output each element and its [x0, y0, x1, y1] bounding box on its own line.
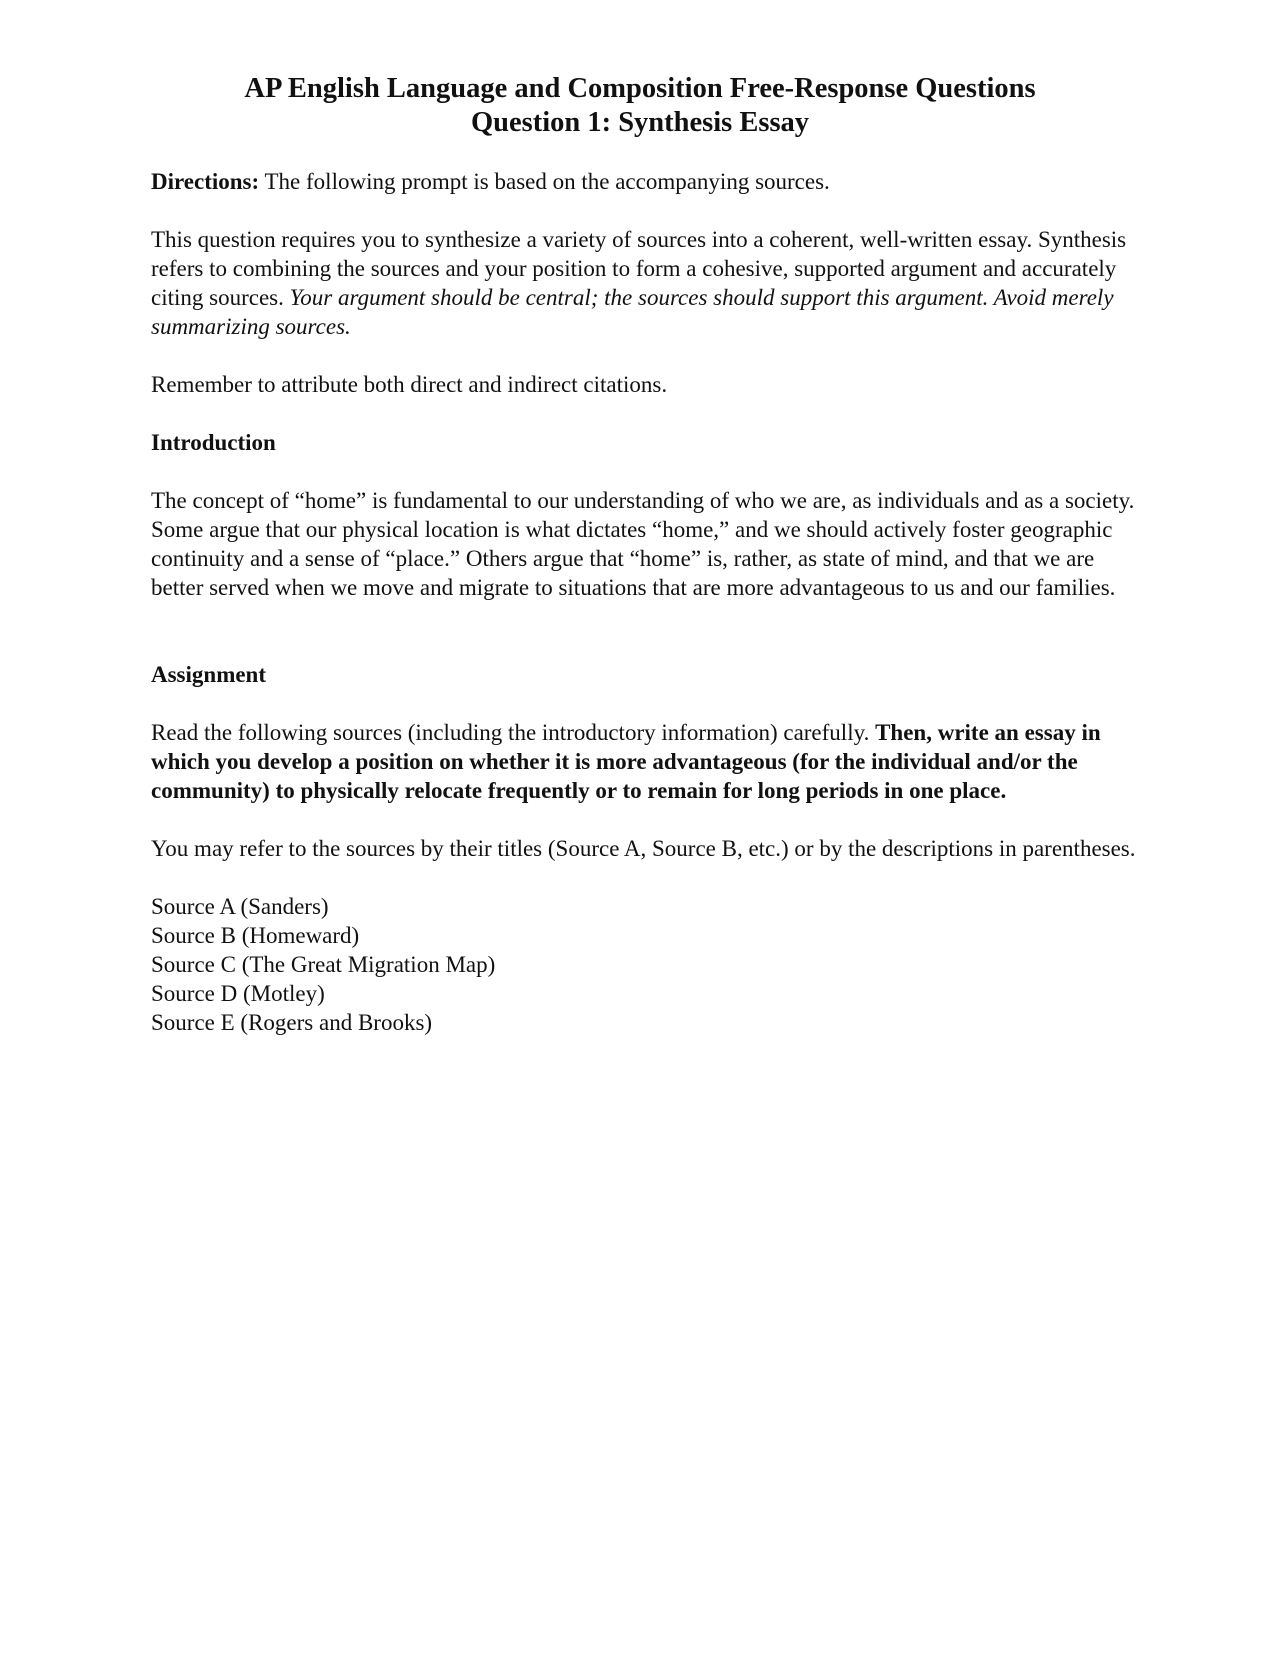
- source-item: Source D (Motley): [151, 981, 325, 1006]
- synthesis-text: This question requires you to synthesize a variety of sources into a coherent, well-written essay. Synthesis refers to combining the sources and your position to form a cohesive, supported argument and accurately citing sources.: [151, 227, 1127, 310]
- directions-paragraph: [151, 167, 1151, 196]
- document-title: [0, 72, 1280, 140]
- citation-reminder: Remember to attribute both direct and indirect citations.: [151, 372, 668, 397]
- directions-text: The following prompt is based on the accompanying sources.: [259, 169, 830, 194]
- introduction-heading: Introduction: [151, 430, 276, 455]
- assignment-heading: Assignment: [151, 662, 267, 687]
- source-item: Source A (Sanders): [151, 894, 329, 919]
- introduction-text: The concept of “home” is fundamental to our understanding of who we are, as individuals and as a society. Some argue that our physical location is what dictates “home,” and we should actively foster geographic continuity and a sense of “place.” Others argue that “home” is, rather, as state of mind, and that we are better served when we move and migrate to situations that are more advantageous to us and our families.: [151, 488, 1135, 600]
- synthesis-italic-text: Your argument should be central; the sources should support this argument. Avoid merely summarizing sources.: [151, 285, 1114, 339]
- assignment-bold-text: Then, write an essay in which you develop a position on whether it is more advantageous (for the individual and/or the community) to physically relocate frequently or to remain for long periods in one place.: [151, 720, 1101, 803]
- synthesis-paragraph: [151, 225, 1151, 341]
- document-body: [151, 167, 1151, 1037]
- source-item: Source C (The Great Migration Map): [151, 952, 496, 977]
- source-item: Source B (Homeward): [151, 923, 360, 948]
- assignment-text: Read the following sources (including the introductory information) carefully.: [151, 720, 876, 745]
- assignment-paragraph: [151, 718, 1151, 805]
- source-item: Source E (Rogers and Brooks): [151, 1010, 433, 1035]
- title-line-1: AP English Language and Composition Free-Response Questions: [244, 73, 1036, 104]
- refer-paragraph: You may refer to the sources by their titles (Source A, Source B, etc.) or by the descriptions in parentheses.: [151, 836, 1136, 861]
- title-line-2: Question 1: Synthesis Essay: [470, 107, 810, 138]
- directions-label: Directions:: [151, 169, 260, 194]
- source-list: [151, 892, 1151, 1037]
